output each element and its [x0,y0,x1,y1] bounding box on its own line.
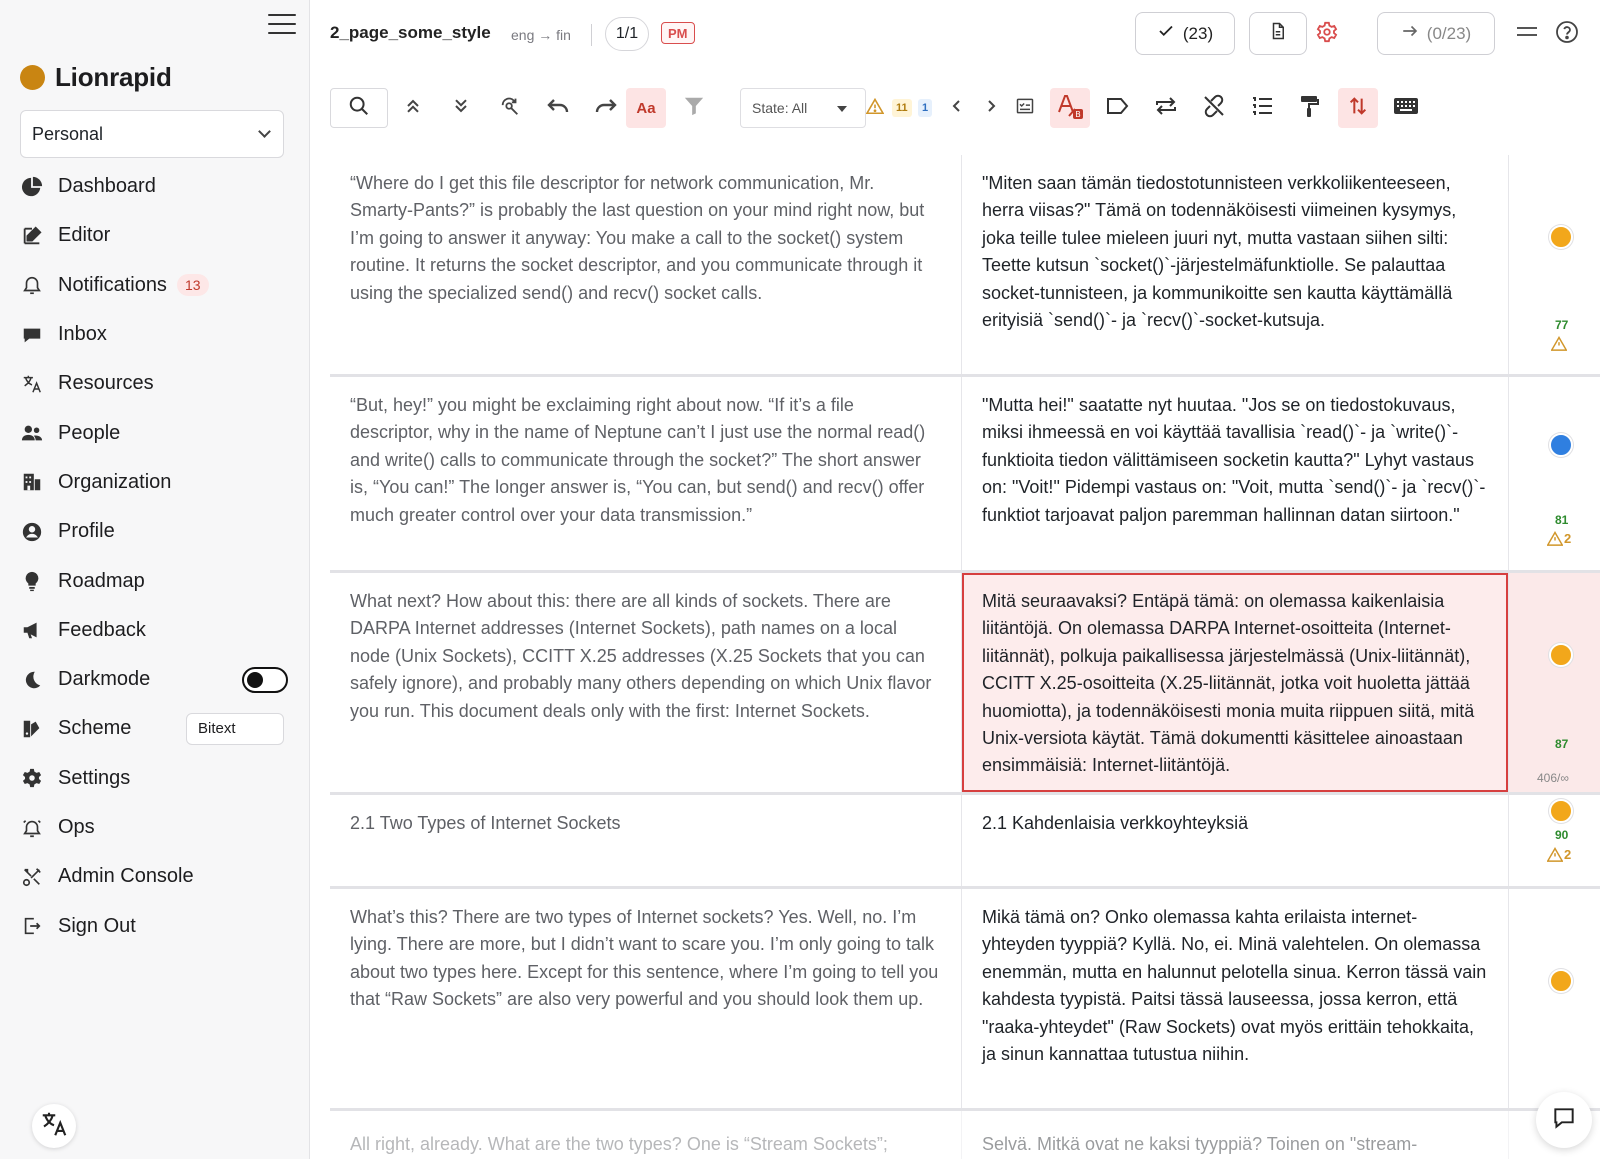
source-text: “Where do I get this file descriptor for network communication, Mr. Smarty-Pants?” is probably the last question on your mind right now, but I’m going to answer it anyway: You make a call to the socket() system routine. It returns the socket descriptor, and you communicate through it using the specialized send() and recv() socket calls. [330,155,962,374]
brand-logo-icon [20,65,45,90]
target-text[interactable]: Selvä. Mitkä ovat ne kaksi tyyppiä? Toinen on "stream- [982,1134,1418,1154]
pie-chart-icon [20,175,44,199]
pm-badge: PM [661,22,695,44]
character-count: 406/∞ [1537,771,1569,785]
search-icon [348,95,370,122]
double-chevron-up-icon [403,96,423,121]
sidebar-item-label: Dashboard [58,175,156,198]
sidebar-item-label: Ops [58,816,95,838]
status-dot-orange[interactable] [1549,643,1573,667]
segment-meta [1508,155,1600,374]
segment-row-selected[interactable] [330,573,1600,795]
sidebar-item-label: Editor [58,224,111,247]
sidebar-item-label: People [58,421,121,444]
source-text: “But, hey!” you might be exclaiming right about now. “If it’s a file descriptor, why in the name of Neptune can’t I just use the normal read() and write() calls to communicate through the socket?” The short answer is, “You can!” The longer answer is, “You can, but send() and recv() offer much greater control over your data transmission.” [330,377,962,570]
target-text[interactable]: "Mutta hei!" saatatte nyt huutaa. "Jos se on tiedostokuvaus, miksi ihmeessä en voi käyttää tavallisia `read()`- ja `write()`-funktioita tiedon välittämiseen socketin kautta?" Lyhyt vastaus on: "Voit!" Pidempi vastaus on: "Voit, mutta `send()`- ja `recv()`-funktiot tarjoavat paljon paremman hallinnan datan siirtoon." [982,395,1486,525]
source-text: What next? How about this: there are all kinds of sockets. There are DARPA Internet addresses (Internet Sockets), path names on a local node (Unix Sockets), CCITT X.25 addresses (X.25 Sockets that you can safely ignore), and probably many others depending on which Unix flavor you run. This document deals only with the first: Internet Sockets. [330,573,962,792]
caret-down-icon [837,106,847,112]
sidebar-item-roadmap[interactable] [0,556,310,605]
user-circle-icon [20,520,44,544]
help-button[interactable] [1553,20,1581,48]
source-text: 2.1 Two Types of Internet Sockets [330,795,962,886]
spellcheck-button[interactable] [1050,88,1090,128]
sidebar-item-resources[interactable] [0,359,310,408]
unlink-icon [1202,94,1226,123]
tag-button[interactable] [1098,88,1138,128]
language-pair: eng → fin [511,27,571,43]
workspace-select-value: Personal [32,123,104,144]
sidebar-item-admin-console[interactable] [0,852,310,901]
keyboard-icon [1393,96,1419,121]
sidebar-item-label: Settings [58,766,131,789]
list-button[interactable] [1242,88,1282,128]
keyboard-shortcuts-button[interactable] [1386,88,1426,128]
chevron-left-icon [951,99,963,118]
confirm-count: (23) [1182,23,1214,43]
sidebar-item-label: Resources [58,372,154,395]
sidebar-item-label: Organization [58,470,172,493]
info-count-badge: 1 [918,99,932,117]
brand[interactable] [20,62,172,93]
sign-out-icon [20,914,44,938]
warning-indicator[interactable] [1547,531,1571,546]
checklist-icon [1015,96,1035,121]
sidebar-item-darkmode[interactable] [0,655,310,704]
sidebar-item-label: Sign Out [58,914,136,937]
segment-meta [1508,377,1600,570]
find-replace-button[interactable] [490,88,530,128]
sidebar-item-scheme[interactable] [0,704,310,753]
warning-indicator[interactable] [1551,336,1567,351]
segment-row[interactable] [330,795,1600,889]
view-menu-button[interactable] [1513,20,1541,48]
document-preview-button[interactable] [1249,12,1307,55]
darkmode-toggle[interactable] [242,667,288,693]
match-case-button[interactable]: Aa [626,88,666,128]
sidebar-item-sign-out[interactable] [0,901,310,950]
page-indicator[interactable]: 1/1 [605,17,649,51]
edit-icon [20,224,44,248]
check-icon [1157,22,1175,45]
segment-row[interactable] [330,1111,1600,1159]
chevron-down-icon [258,125,271,138]
undo-button[interactable] [538,88,578,128]
help-icon [1555,20,1579,49]
spellcheck-icon [1056,92,1084,125]
last-segment-button[interactable] [441,88,481,128]
segment-row[interactable] [330,889,1600,1111]
previous-issue-button[interactable] [938,88,976,128]
translate-icon [39,1109,69,1144]
warning-count-badge: 11 [892,99,912,117]
next-segment-progress-button[interactable] [1377,12,1495,55]
editor-header [311,0,1600,70]
brand-name: Lionrapid [55,62,172,92]
lightbulb-icon [20,569,44,593]
sidebar-item-label: Roadmap [58,569,145,592]
notification-count-badge: 13 [177,274,209,296]
quality-score: 87 [1555,737,1569,751]
warning-icon [866,98,884,119]
segment-meta [1508,795,1600,886]
filter-button[interactable] [674,88,714,128]
tag-icon [1106,96,1130,121]
sidebar-item-dashboard[interactable] [0,162,310,211]
divider [591,24,592,46]
quality-score: 90 [1555,828,1569,842]
chat-support-button[interactable] [1536,1092,1592,1148]
target-text[interactable]: 2.1 Kahdenlaisia verkkoyhteyksiä [982,813,1249,833]
status-dot-orange[interactable] [1549,969,1573,993]
segment-row[interactable] [330,377,1600,573]
confirm-all-button[interactable] [1135,12,1235,55]
paint-roller-icon [1299,94,1321,123]
status-dot-orange[interactable] [1549,799,1573,823]
menu-toggle-icon[interactable] [268,14,296,34]
scheme-select[interactable]: Bitext [186,713,284,745]
sidebar-item-label: Admin Console [58,865,194,888]
sidebar-item-people[interactable] [0,408,310,457]
quality-score: 77 [1555,318,1569,332]
sidebar-nav [0,162,310,951]
chevron-right-icon [985,99,997,118]
segment-meta [1508,889,1600,1108]
warning-indicator[interactable] [1547,847,1571,862]
sort-button[interactable] [1338,88,1378,128]
redo-icon [594,96,618,121]
moon-icon [20,668,44,692]
chat-bubble-icon [20,323,44,347]
state-filter-value: State: All [752,100,808,116]
sidebar-item-settings[interactable] [0,754,310,803]
numbered-list-icon [1250,95,1274,122]
state-filter-select[interactable] [740,88,866,128]
target-text[interactable]: Mikä tämä on? Onko olemassa kahta erilaista internet-yhteyden tyyppiä? Kyllä. No, ei. Minä valehtelen. On olemassa enemmän, mutta en halunnut pelotella sinua. Kerron tässä vain kahdesta tyypistä. Paitsi tässä lauseessa, jossa kerron, että "raaka-yhteydet" (Raw Sockets) ovat myös erittäin tehokkaita, ja sinun kannattaa tutustua niihin. [982,907,1487,1065]
undo-icon [546,96,570,121]
sidebar-item-editor[interactable] [0,211,310,260]
quality-score: 81 [1555,513,1569,527]
palette-icon [20,717,44,741]
progress-count: (0/23) [1426,23,1472,43]
bell-icon [20,273,44,297]
tools-icon [20,865,44,889]
redo-button[interactable] [586,88,626,128]
target-text-editor[interactable]: Mitä seuraavaksi? Entäpä tämä: on olemassa kaikenlaisia liitäntöjä. On olemassa DARPA Internet-osoitteita (Internet-liitännät), polkuja paikallisessa järjestelmässä (Unix-liitännät), CCITT X.25-osoitteita (X.25-liitännät, jotka voit huoletta jättää huomiotta), ja todennäköisesti monia muita riippuen siitä, mitä Unix-versiota käytät. Tämä dokumentti käsittelee ainoastaan ensimmäisiä: Internet-liitäntöjä. [962,573,1508,792]
sidebar-item-label: Feedback [58,618,146,641]
document-icon [1269,21,1287,46]
chat-icon [1551,1105,1577,1136]
unlink-button[interactable] [1194,88,1234,128]
warning-count: 2 [1564,847,1572,862]
editor-toolbar [330,88,1590,128]
segment-meta [1508,573,1600,792]
sidebar-item-ops[interactable] [0,803,310,852]
sidebar-item-label: Inbox [58,323,107,346]
people-icon [20,421,44,445]
language-switch-button[interactable] [32,1104,76,1148]
filter-icon [683,95,705,122]
sidebar-item-feedback[interactable] [0,606,310,655]
find-replace-icon [499,95,521,122]
gear-icon [20,766,44,790]
ops-bell-icon [20,816,44,840]
warnings-filter[interactable] [860,88,890,128]
sidebar [0,0,310,1159]
equals-icon [1517,25,1537,44]
target-text[interactable]: "Miten saan tämän tiedostotunnisteen verkkoliikenteeseen, herra viisas?" Tämä on todennäköisesti viimeinen kysymys, joka teille tulee mieleen juuri nyt, mutta vastaan siihen silti: Teette kutsun `socket()`-järjestelmäfunktiolle. Se palauttaa socket-tunnisteen, ja kommunikoitte sen kautta käyttämällä erityisiä `send()`- ja `recv()`-socket-kutsuja. [982,173,1457,331]
double-chevron-down-icon [451,96,471,121]
search-button[interactable] [330,88,388,128]
settings-button[interactable] [1313,20,1341,48]
sidebar-item-label: Profile [58,520,115,543]
checklist-button[interactable] [1006,88,1044,128]
repeat-icon [1154,95,1178,122]
workspace-select[interactable] [20,110,284,158]
sidebar-item-profile[interactable] [0,507,310,556]
sidebar-item-label: Notifications [58,273,167,296]
sidebar-item-organization[interactable] [0,458,310,507]
status-dot-blue[interactable] [1549,433,1573,457]
file-name: 2_page_some_style [330,23,491,42]
next-issue-button[interactable] [972,88,1010,128]
sort-arrows-icon [1347,95,1369,122]
sidebar-item-label: Darkmode [58,668,151,691]
segment-row[interactable] [330,155,1600,377]
svg-text:B: B [1075,109,1081,119]
status-dot-orange[interactable] [1549,225,1573,249]
sidebar-item-notifications[interactable] [0,261,310,310]
arrow-right-icon [1401,22,1419,45]
swap-button[interactable] [1146,88,1186,128]
format-painter-button[interactable] [1290,88,1330,128]
building-icon [20,470,44,494]
warning-count: 2 [1564,531,1572,546]
sidebar-item-inbox[interactable] [0,310,310,359]
sidebar-item-label: Scheme [58,717,132,740]
source-text: All right, already. What are the two types? One is “Stream Sockets”; [330,1111,962,1159]
translate-icon [20,372,44,396]
megaphone-icon [20,618,44,642]
first-segment-button[interactable] [393,88,433,128]
source-text: What’s this? There are two types of Internet sockets? Yes. Well, no. I’m lying. There are more, but I didn’t want to scare you. I’m only going to talk about two types here. Except for this sentence, where I’m going to tell you that “Raw Sockets” are also very powerful and you should look them up. [330,889,962,1108]
gear-icon [1316,21,1338,48]
